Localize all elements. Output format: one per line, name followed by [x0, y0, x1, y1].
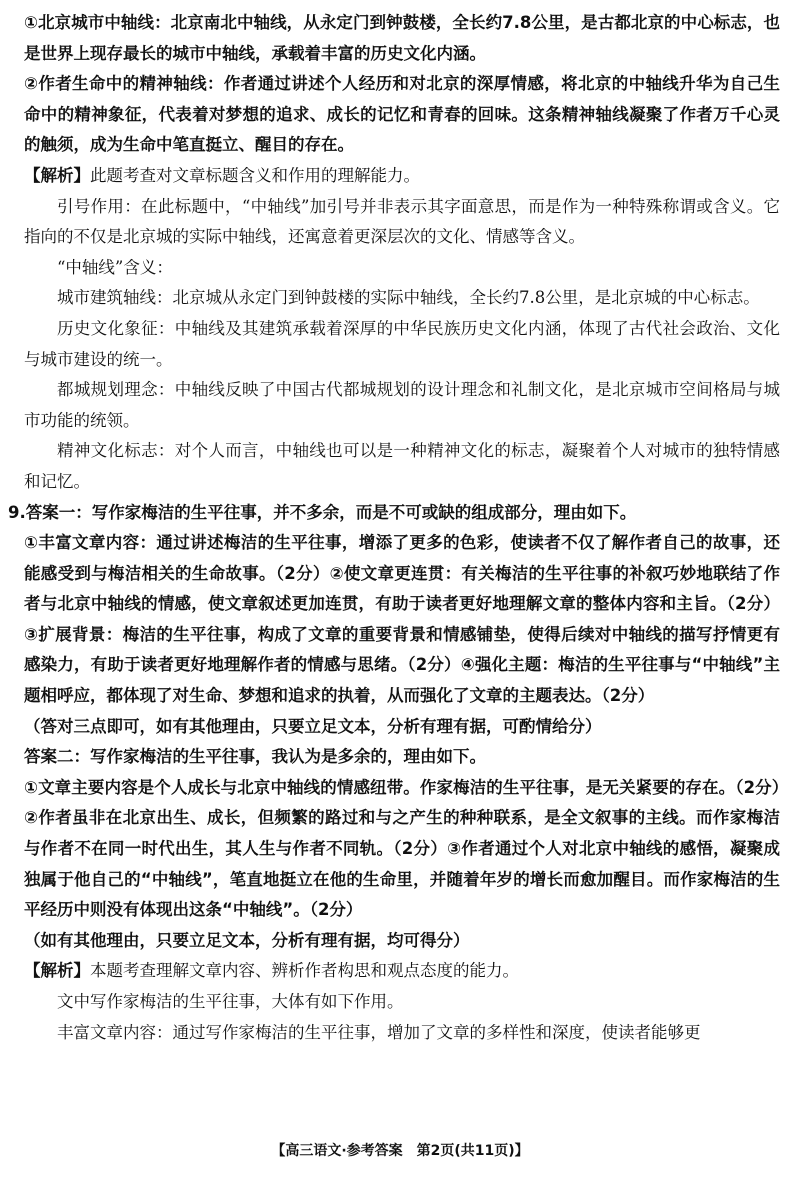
analysis-9-text: 本题考查理解文章内容、辨析作者构思和观点态度的能力。	[90, 961, 519, 981]
analysis-8-text: 此题考查对文章标题含义和作用的理解能力。	[90, 165, 420, 185]
analysis-9-intro	[24, 956, 780, 987]
page-footer: 【高三语文·参考答案 第2页(共11页)】	[271, 1143, 529, 1159]
analysis-8-meaning-planning: 都城规划理念：中轴线反映了中国古代都城规划的设计理念和礼制文化，是北京城市空间格局与城市功能的统领。	[24, 380, 780, 430]
answer-9-option-2-heading: 答案二：写作家梅洁的生平往事，我认为是多余的，理由如下。	[24, 747, 486, 767]
answer-8-point-2: ②作者生命中的精神轴线：作者通过讲述个人经历和对北京的深厚情感，将北京的中轴线升华为自己生命中的精神象征，代表着对梦想的追求、成长的记忆和青春的回味。这条精神轴线凝聚了作者万千心灵的触须，成为生命中笔直挺立、醒目的存在。	[24, 74, 780, 155]
analysis-8-intro	[24, 161, 780, 192]
analysis-8-meaning-history: 历史文化象征：中轴线及其建筑承载着深厚的中华民族历史文化内涵，体现了古代社会政治、文化与城市建设的统一。	[24, 318, 780, 369]
answer-9-option-1-note: （答对三点即可，如有其他理由，只要立足文本，分析有理有据，可酌情给分）	[24, 716, 602, 736]
analysis-8-quote-function: 引号作用：在此标题中，“中轴线”加引号并非表示其字面意思，而是作为一种特殊称谓或含义。它指向的不仅是北京城的实际中轴线，还寓意着更深层次的文化、情感等含义。	[24, 196, 780, 247]
answer-9-option-2-points: ①文章主要内容是个人成长与北京中轴线的情感纽带。作家梅洁的生平往事，是无关紧要的存在。（2分）②作者虽非在北京出生、成长，但频繁的路过和与之产生的种种联系，是全文叙事的主线。而作家梅洁与作者不在同一时代出生，其人生与作者不同轨。（2分）③作者通过个人对北京中轴线的感悟，凝聚成独属于他自己的“中轴线”，笔直地挺立在他的生命里，并随着年岁的增长而愈加醒目。而作家梅洁的生平经历中则没有体现出这条“中轴线”。（2分）	[24, 777, 780, 920]
analysis-8-meaning-architecture: 城市建筑轴线：北京城从永定门到钟鼓楼的实际中轴线，全长约7.8公里，是北京城的中心标志。	[57, 288, 760, 308]
analysis-9-enrich-content: 丰富文章内容：通过写作家梅洁的生平往事，增加了文章的多样性和深度，使读者能够更	[57, 1022, 701, 1042]
answer-9-option-2-note: （如有其他理由，只要立足文本，分析有理有据，均可得分）	[24, 930, 470, 950]
analysis-tag: 【解析】	[24, 165, 90, 185]
analysis-8-meaning-heading: “中轴线”含义：	[57, 257, 173, 277]
answer-content	[8, 8, 780, 1048]
answer-9-option-1-heading: 9.答案一：写作家梅洁的生平往事，并不多余，而是不可或缺的组成部分，理由如下。	[8, 502, 637, 522]
answer-9-option-1-points: ①丰富文章内容：通过讲述梅洁的生平往事，增添了更多的色彩，使读者不仅了解作者自己的故事，还能感受到与梅洁相关的生命故事。（2分）②使文章更连贯：有关梅洁的生平往事的补叙巧妙地联结了作者与北京中轴线的情感，使文章叙述更加连贯，有助于读者更好地理解文章的整体内容和主旨。（2分）③扩展背景：梅洁的生平往事，构成了文章的重要背景和情感铺垫，使得后续对中轴线的描写抒情更有感染力，有助于读者更好地理解作者的情感与思绪。（2分）④强化主题：梅洁的生平往事与“中轴线”主题相呼应，都体现了对生命、梦想和追求的执着，从而强化了文章的主题表达。（2分）	[24, 533, 780, 706]
analysis-9-lead: 文中写作家梅洁的生平往事，大体有如下作用。	[57, 992, 404, 1011]
answer-8-point-1: ①北京城市中轴线：北京南北中轴线，从永定门到钟鼓楼，全长约7.8公里，是古都北京的中心标志，也是世界上现存最长的城市中轴线，承载着丰富的历史文化内涵。	[24, 13, 780, 63]
analysis-tag: 【解析】	[24, 961, 90, 981]
analysis-8-meaning-spirit: 精神文化标志：对个人而言，中轴线也可以是一种精神文化的标志，凝聚着个人对城市的独特情感和记忆。	[24, 441, 780, 491]
